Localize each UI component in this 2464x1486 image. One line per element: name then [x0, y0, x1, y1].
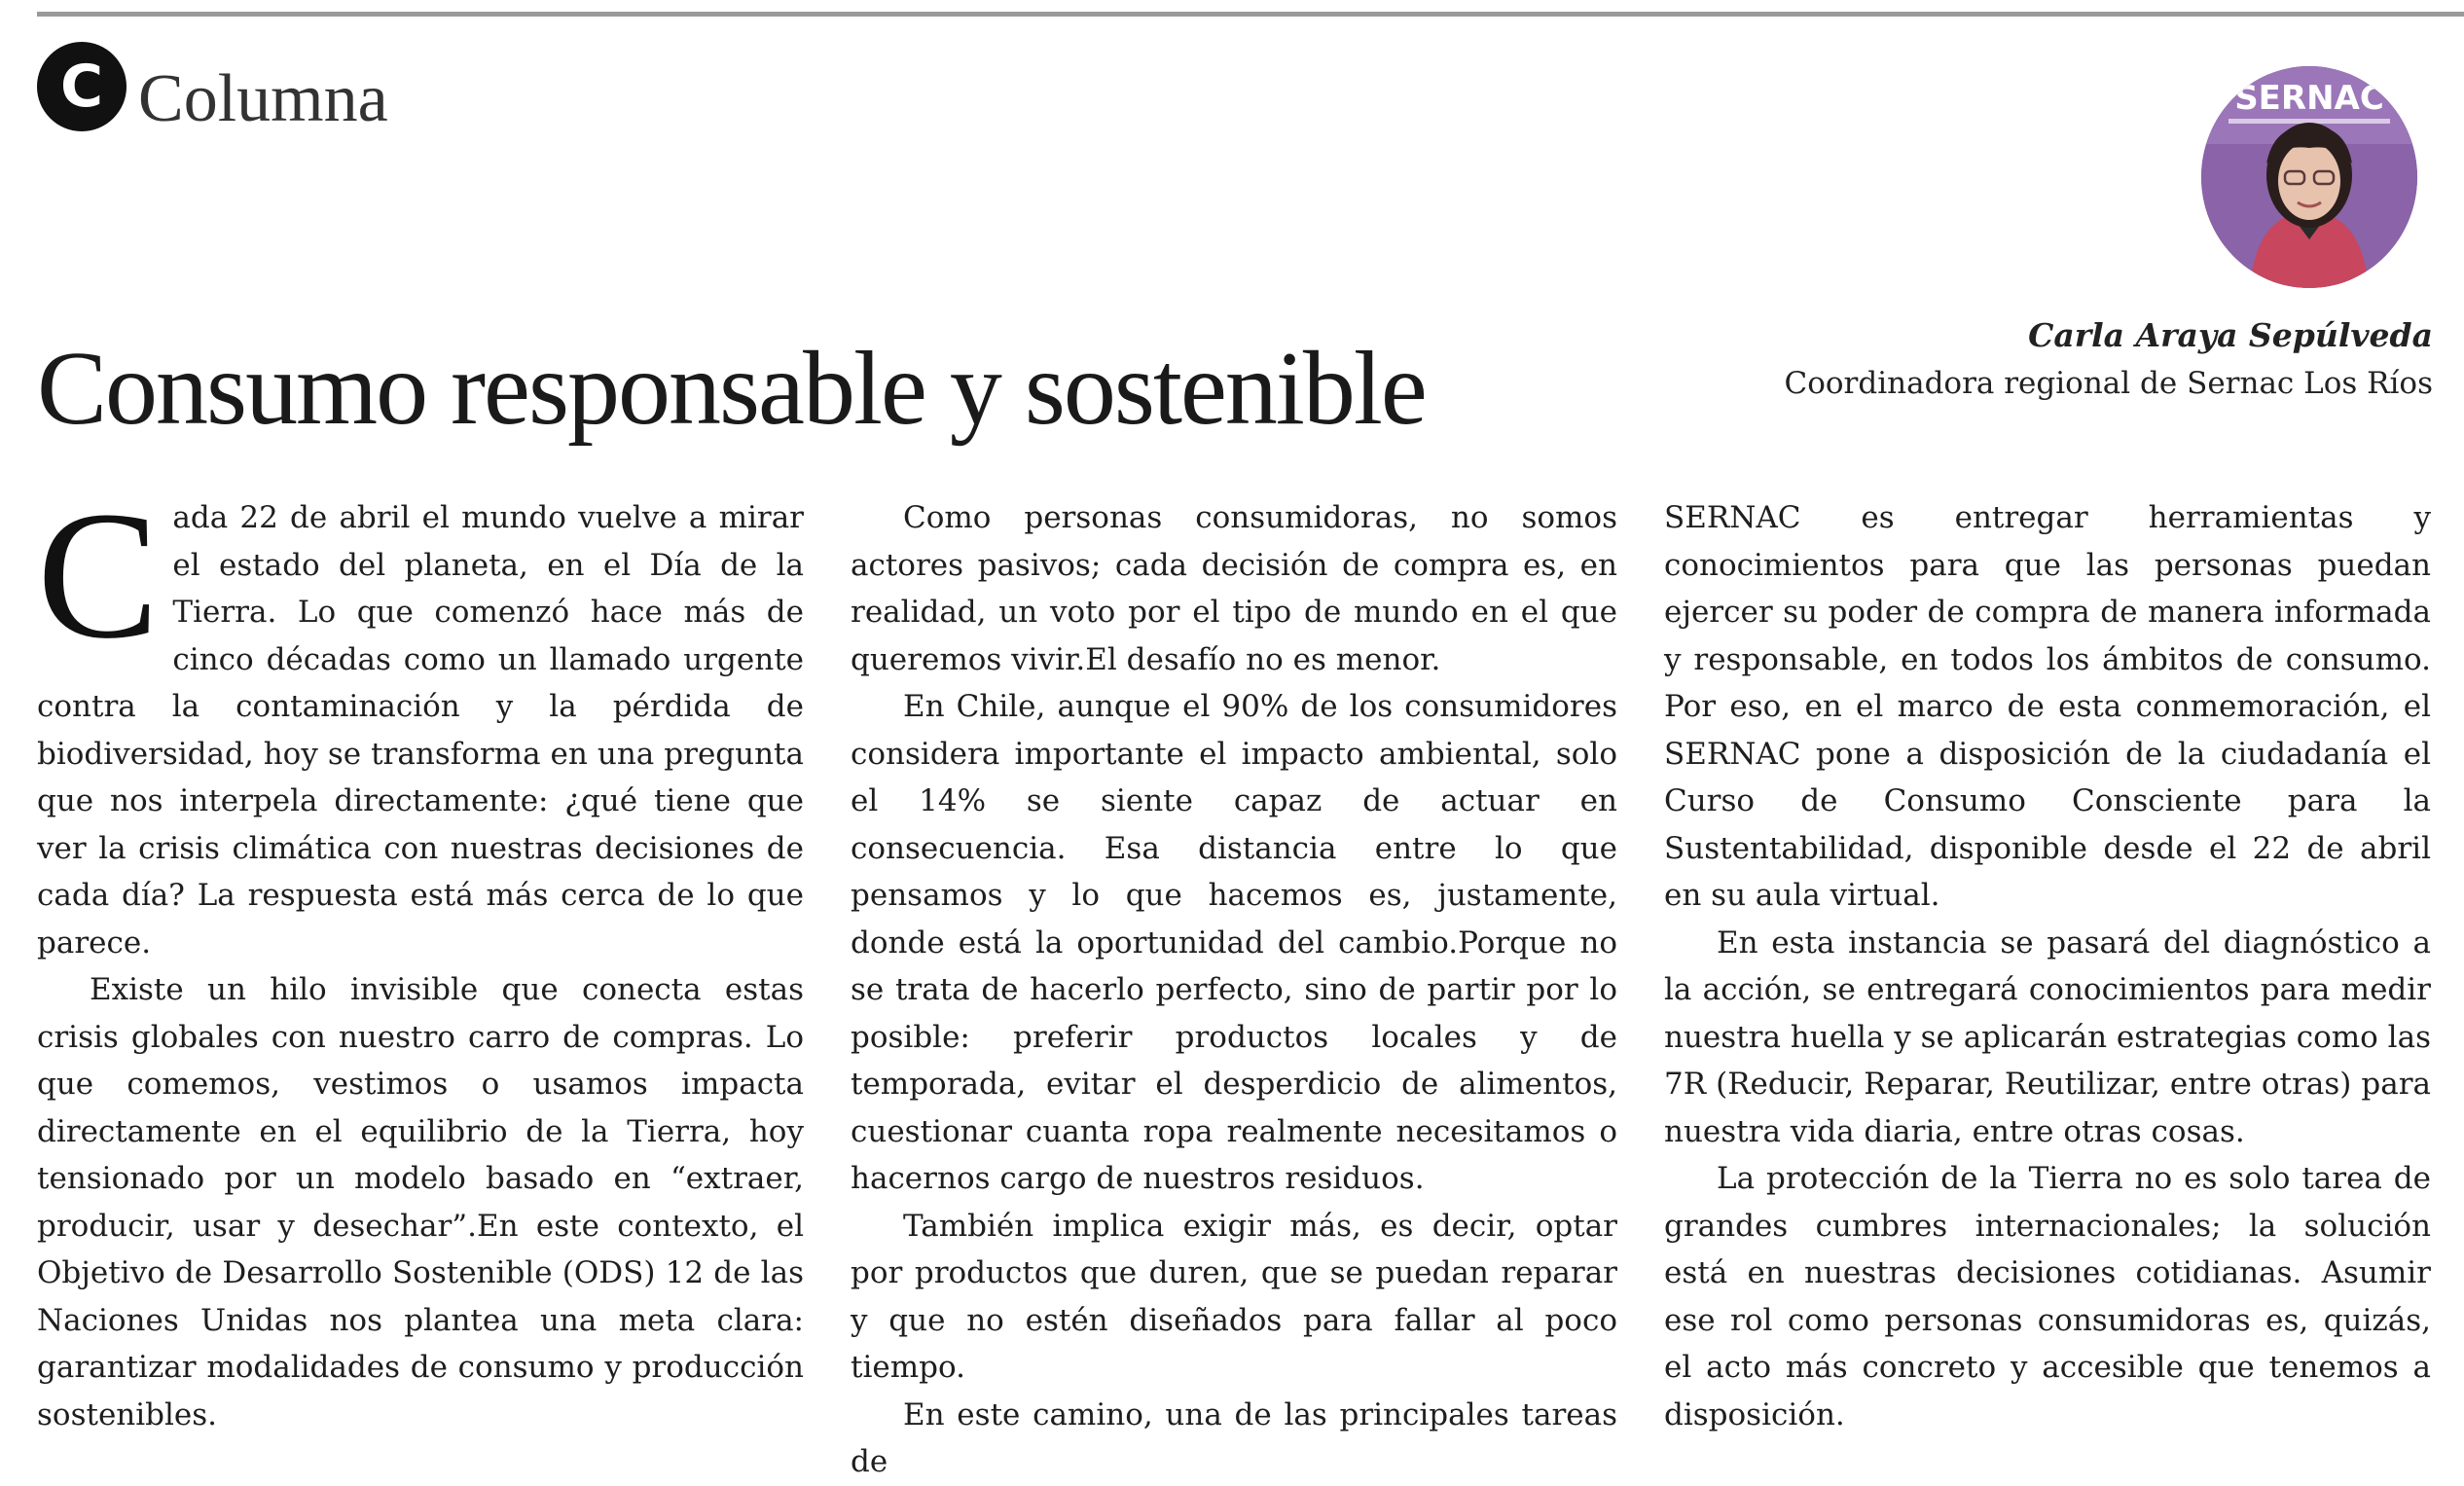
article-column-3 — [1664, 494, 2431, 1486]
author-photo — [2201, 66, 2417, 288]
top-rule — [37, 12, 2464, 17]
author-name: Carla Araya Sepúlveda — [2028, 316, 2433, 354]
article-paragraph: SERNAC es entregar herramientas y conocimientos para que las personas puedan ejercer su poder de compra de manera informada y responsable, en todos los ámbitos de consumo. Por eso, en el marco de esta conmemoración, el SERNAC pone a disposición de la ciudadanía el Curso de Consumo Consciente para la Sustentabilidad, disponible desde el 22 de abril en su aula virtual. — [1664, 500, 2431, 913]
section-label: Columna — [138, 61, 388, 136]
article-paragraph: También implica exigir más, es decir, optar por productos que duren, que se puedan reparar y que no estén diseñados para fallar al poco tiempo. — [851, 1208, 1617, 1385]
article-paragraph: Como personas consumidoras, no somos actores pasivos; cada decisión de compra es, en realidad, un voto por el tipo de mundo en el que queremos vivir.El desafío no es menor. — [851, 500, 1617, 677]
article-headline: Consumo responsable y sostenible — [37, 331, 1426, 447]
article-paragraph: Existe un hilo invisible que conecta estas crisis globales con nuestro carro de compras. Lo que comemos, vestimos o usamos impacta directamente en el equilibrio de la Tierra, hoy tensionado por un modelo basado en “extraer, producir, usar y desechar”.En este contexto, el Objetivo de Desarrollo Sostenible (ODS) 12 de las Naciones Unidas nos plantea una meta clara: garantizar modalidades de consumo y producción sostenibles. — [37, 972, 804, 1432]
article-paragraph: La protección de la Tierra no es solo tarea de grandes cumbres internacionales; la solución está en nuestras decisiones cotidianas. Asumir ese rol como personas consumidoras es, quizás, el acto más concreto y accesible que tenemos a disposición. — [1664, 1161, 2431, 1432]
drop-cap: C — [37, 473, 160, 676]
sernac-logo-text: SERNAC — [2234, 79, 2384, 118]
article-column-2 — [851, 494, 1617, 1486]
article-paragraph: En Chile, aunque el 90% de los consumidores considera importante el impacto ambiental, solo el 14% se siente capaz de actuar en consecuencia. Esa distancia entre lo que pensamos y lo que hacemos es, justamente, donde está la oportunidad del cambio.Porque no se trata de hacerlo perfecto, sino de partir por lo posible: preferir productos locales y de temporada, evitar el desperdicio de alimentos, cuestionar cuanta ropa realmente necesitamos o hacernos cargo de nuestros residuos. — [851, 689, 1617, 1196]
article-column-1 — [37, 473, 804, 1486]
article-paragraph: Cada 22 de abril el mundo vuelve a mirar el estado del planeta, en el Día de la Tierra. Lo que comenzó hace más de cinco décadas como un llamado urgente contra la contaminación y la pérdida de biodiversidad, hoy se transforma en una pregunta que nos interpela directamente: ¿qué tiene que ver la crisis climática con nuestras decisiones de cada día? La respuesta está más cerca de lo que parece. — [37, 473, 804, 960]
author-role: Coordinadora regional de Sernac Los Ríos — [1784, 366, 2433, 401]
article-paragraph: En esta instancia se pasará del diagnóstico a la acción, se entregará conocimientos para medir nuestra huella y se aplicarán estrategias como las 7R (Reducir, Reparar, Reutilizar, entre otras) para nuestra vida diaria, entre otras cosas. — [1664, 924, 2431, 1149]
section-badge: C — [37, 42, 127, 131]
article-body — [37, 473, 2433, 1486]
article-paragraph: En este camino, una de las principales tareas de — [851, 1396, 1617, 1479]
author-portrait-image — [2201, 66, 2417, 288]
